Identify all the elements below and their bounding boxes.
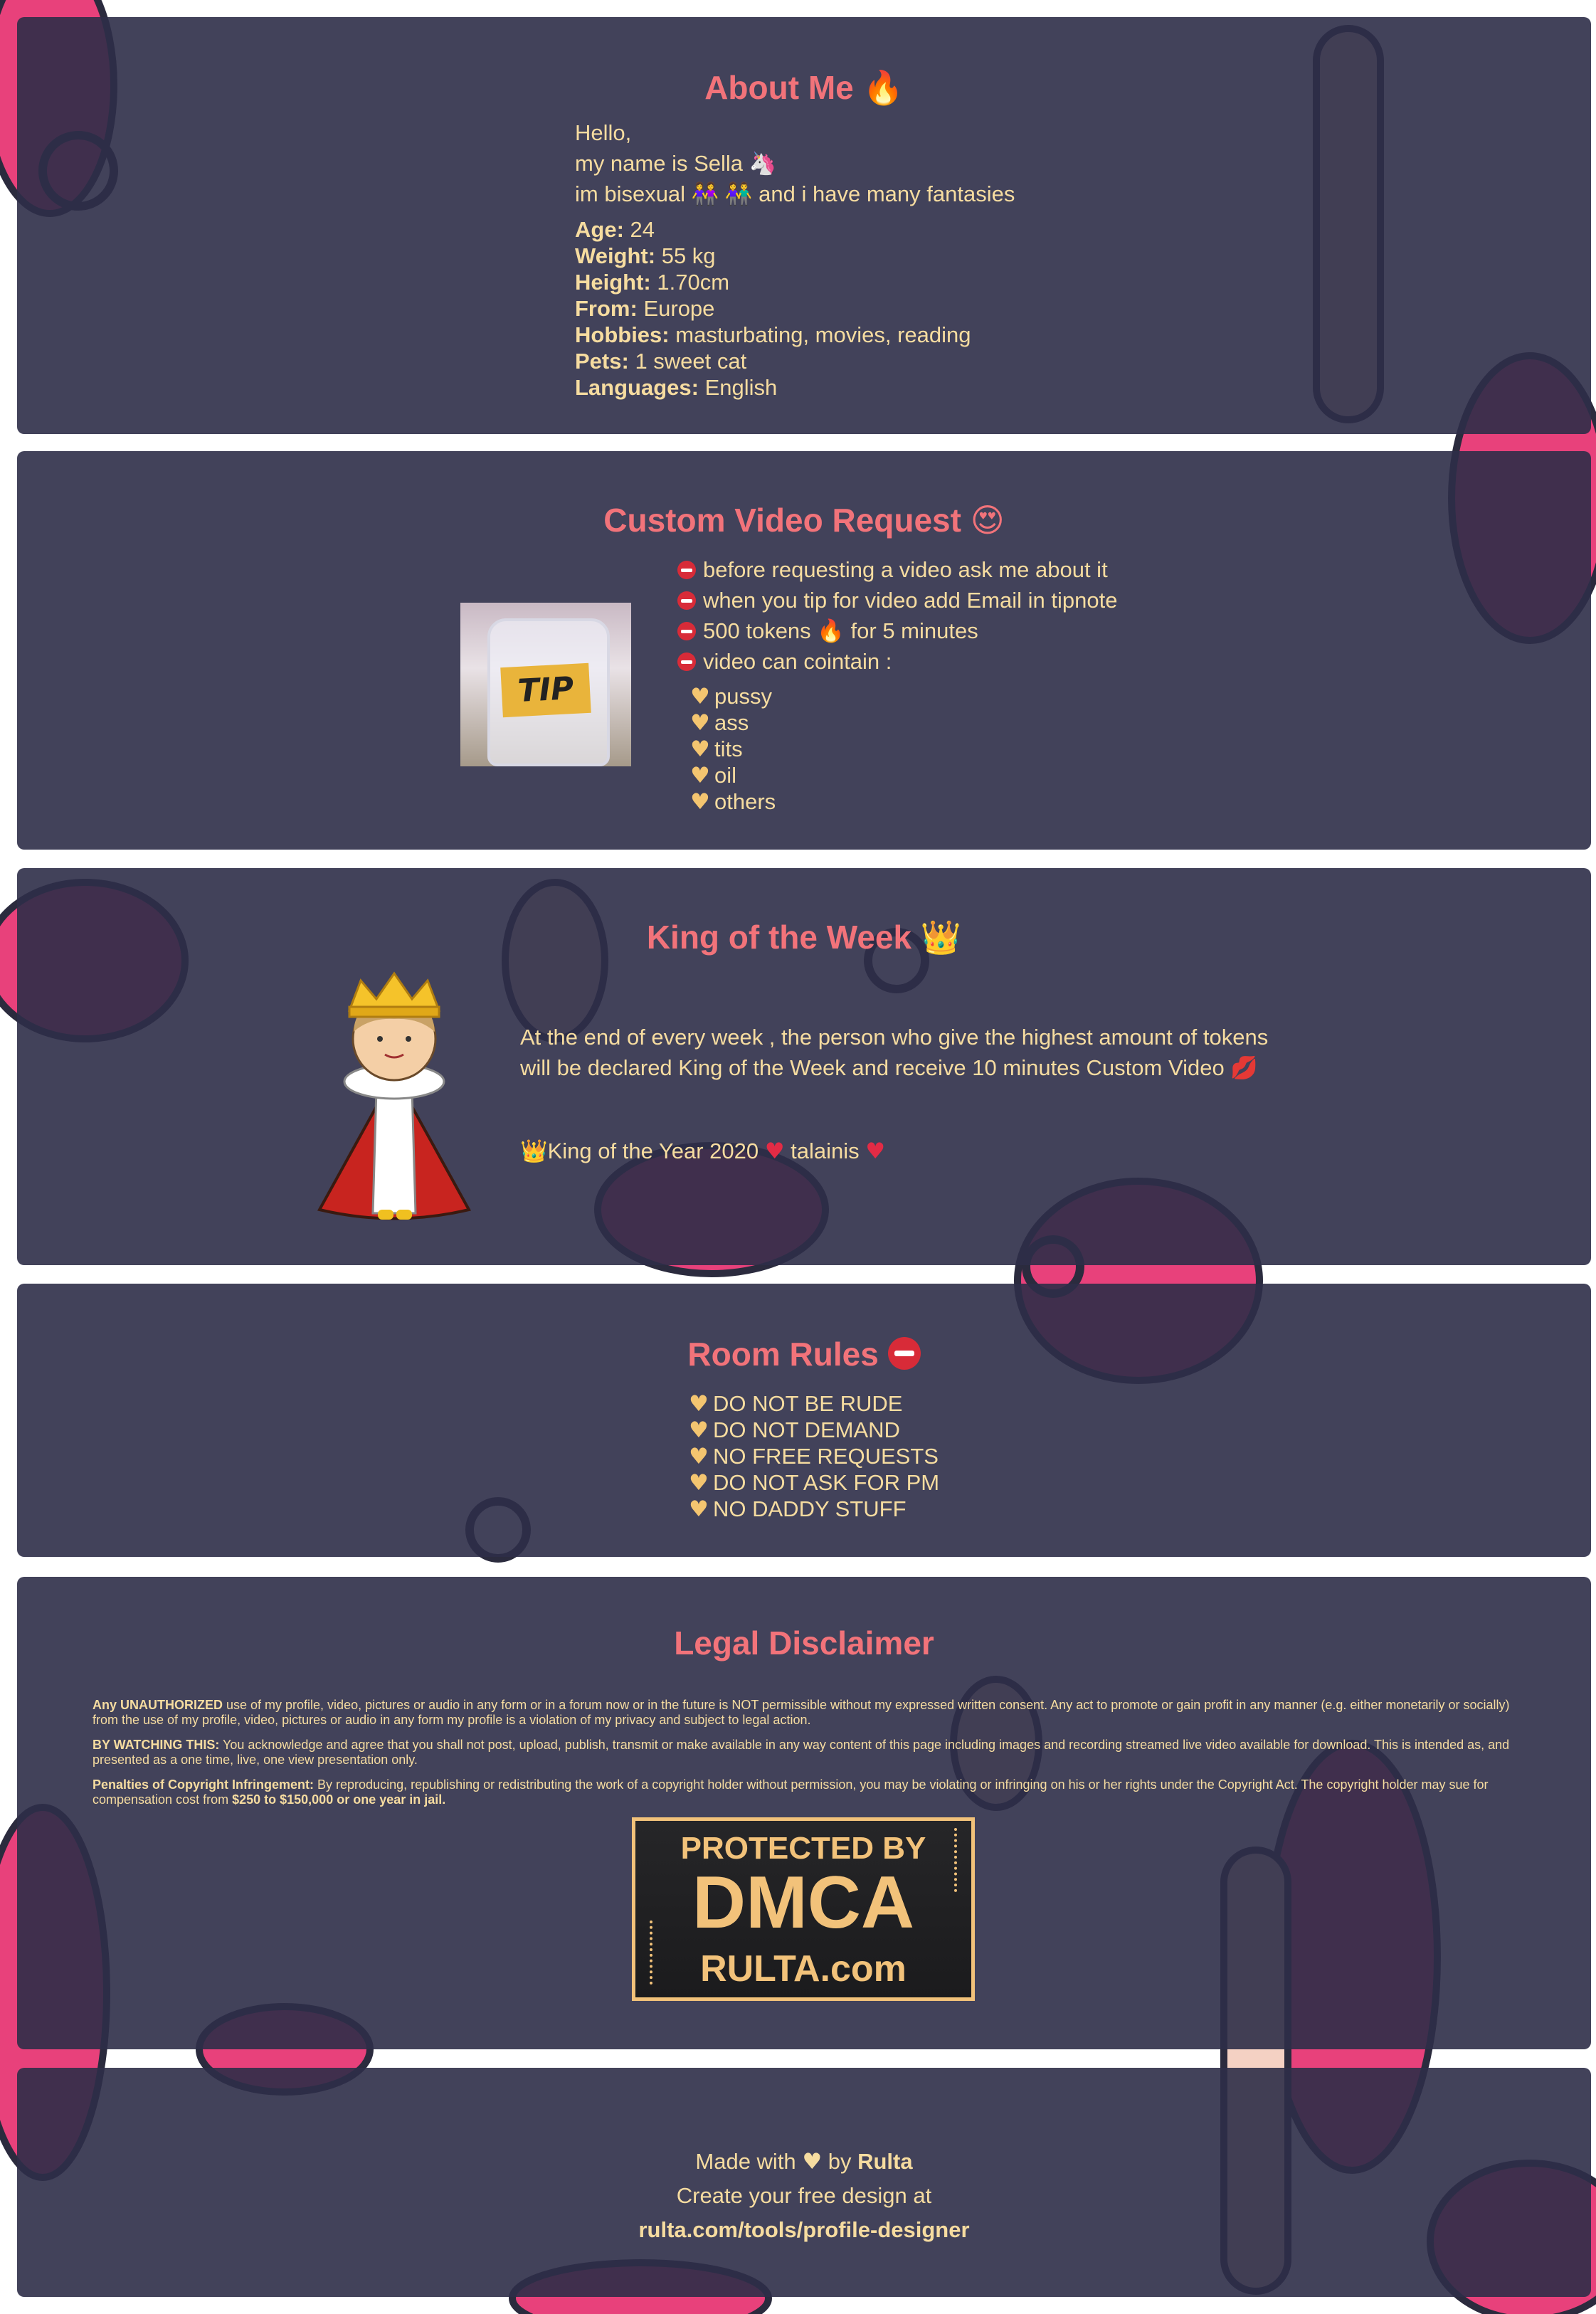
rule-item: ♥ NO DADDY STUFF [689,1496,907,1522]
dmca-line-3: RULTA.com [700,1948,907,1990]
king-description-line2: will be declared King of the Week and receive 10 minutes Custom Video 💋 [520,1055,1258,1081]
profile-designer-link[interactable]: rulta.com/tools/profile-designer [638,2217,970,2242]
about-me-panel [17,17,1591,434]
fact-hobbies: Hobbies: masturbating, movies, reading [575,322,971,347]
heart-icon: ♥ [689,1444,709,1469]
no-entry-icon [677,622,696,640]
fact-age: Age: 24 [575,217,655,242]
custom-rule-1: before requesting a video ask me about it [677,556,1108,583]
heart-icon: ♥ [690,736,710,762]
kiss-mark-icon: 💋 [1230,1055,1258,1081]
content-item: ♥ pussy [690,684,772,709]
red-heart-icon: ♥ [865,1138,886,1164]
room-rules-title: Room Rules [17,1335,1591,1373]
fire-icon: 🔥 [817,618,845,644]
crowned-face-icon: 👑 [520,1138,548,1164]
king-title: King of the Week 👑 [646,918,962,956]
about-me-title: About Me 🔥 [704,68,904,107]
legal-title: Legal Disclaimer [674,1624,934,1661]
rule-item: ♥ DO NOT DEMAND [689,1417,900,1443]
no-entry-icon [888,1337,921,1370]
fact-weight: Weight: 55 kg [575,243,716,268]
greeting: Hello, [575,120,632,145]
orientation-line: im bisexual 👭 👫 and i have many fantasies [575,181,1015,207]
jar-label: TIP [500,663,591,717]
king-panel [17,868,1591,1265]
fact-from: From: Europe [575,296,715,321]
women-holding-hands-icon: 👭 [691,181,719,207]
custom-rule-3: 500 tokens 🔥 for 5 minutes [677,618,978,645]
legal-panel [17,1577,1591,2049]
no-entry-icon [677,561,696,579]
heart-icon: ♥ [690,684,710,709]
rule-item: ♥ DO NOT BE RUDE [689,1391,903,1417]
star-struck-icon: 😍 [970,501,1005,539]
content-item: ♥ oil [690,763,737,788]
fire-icon: 🔥 [862,68,904,107]
room-rules-panel [17,1284,1591,1557]
legal-paragraph-watching: BY WATCHING THIS: You acknowledge and agree that you shall not post, upload, publish, transmit or make available in any way content of this page including images and recording streamed live video available for download. This is intended as, and presented as a one time, live, one view presentation only. [93,1738,1510,1767]
custom-rule-2: when you tip for video add Email in tipnote [677,587,1117,613]
heart-icon: ♥ [690,789,710,815]
legal-paragraph-unauthorized: Any UNAUTHORIZED use of my profile, video, pictures or audio in any form or in a forum now or in the future is NOT permissible without my expressed written consent. Any act to promote or gain profit in any manner (e.g. either monetarily or socially) from the use of my profile, video, pictures or audio in any form my profile is a violation of my privacy and subject to legal action. [93,1698,1510,1727]
custom-video-panel [17,451,1591,850]
king-description-line1: At the end of every week , the person who give the highest amount of tokens [520,1025,1269,1050]
dmca-line-2: DMCA [692,1861,914,1944]
heart-icon: ♥ [802,2149,823,2175]
heart-icon: ♥ [689,1391,709,1417]
footer-panel [17,2068,1591,2297]
content-item: ♥ tits [690,736,743,762]
rule-item: ♥ DO NOT ASK FOR PM [689,1470,940,1496]
custom-rule-4: video can cointain : [677,648,892,675]
legal-paragraph-penalties: Penalties of Copyright Infringement: By reproducing, republishing or redistributing the work of a copyright holder without permission, you may be violating or infringing on his or her rights under the Copyright Act. The copyright holder may sue for compensation cost from $250 to $150,000 or one year in jail. [93,1777,1489,1807]
couple-icon: 👫 [724,181,753,207]
fact-languages: Languages: English [575,375,778,400]
unicorn-icon: 🦄 [749,151,777,176]
heart-icon: ♥ [689,1470,709,1496]
heart-icon: ♥ [690,710,710,736]
made-with-line: Made with ♥ by Rulta [695,2149,913,2175]
dmca-dots [650,1921,657,1985]
no-entry-icon [677,653,696,671]
red-heart-icon: ♥ [764,1138,785,1164]
crowned-face-icon: 👑 [920,918,962,956]
dmca-line-1: PROTECTED BY [680,1831,926,1866]
heart-icon: ♥ [689,1417,709,1443]
name-line: my name is Sella 🦄 [575,151,777,176]
fact-height: Height: 1.70cm [575,270,730,295]
heart-icon: ♥ [690,763,710,788]
no-entry-icon [677,591,696,610]
dmca-badge[interactable] [632,1817,975,2001]
custom-video-title: Custom Video Request 😍 [603,501,1005,539]
content-item: ♥ ass [690,710,749,736]
heart-icon: ♥ [689,1496,709,1522]
rule-item: ♥ NO FREE REQUESTS [689,1444,939,1469]
tip-jar-image [460,603,631,766]
fact-pets: Pets: 1 sweet cat [575,349,747,374]
king-of-year-line: 👑King of the Year 2020 ♥ talainis ♥ [520,1138,886,1164]
create-design-line: Create your free design at [676,2183,932,2208]
content-item: ♥ others [690,789,776,815]
king-illustration [305,968,483,1224]
dmca-dots [954,1828,961,1892]
